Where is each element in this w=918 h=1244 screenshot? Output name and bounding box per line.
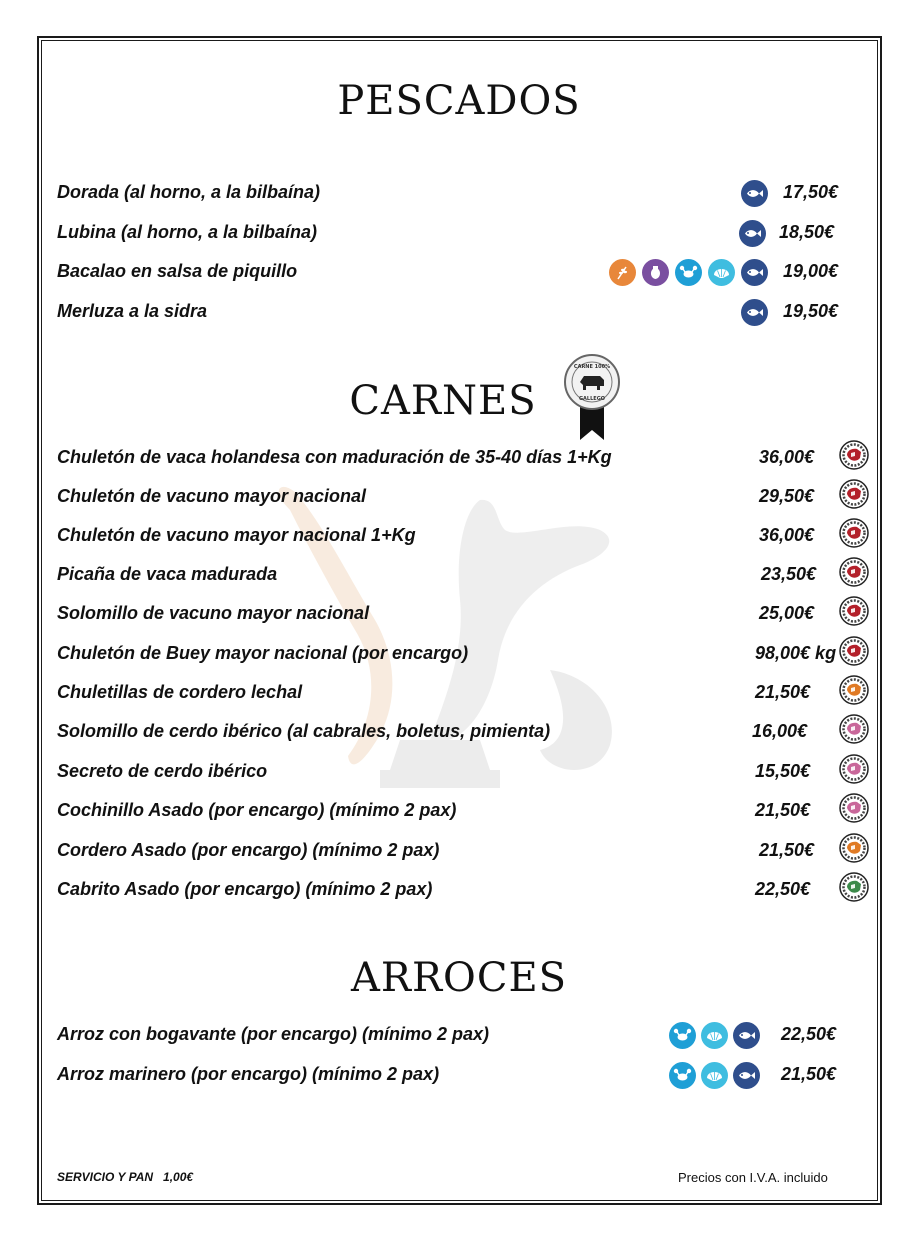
- gluten-icon: [609, 259, 636, 286]
- crustacean-icon: [669, 1062, 696, 1089]
- menu-item-name: Secreto de cerdo ibérico: [57, 761, 268, 781]
- fish-icon: [733, 1062, 760, 1089]
- menu-item-price: 36,00€: [759, 525, 815, 545]
- fish-icon: [739, 220, 766, 247]
- menu-item-price: 19,00€: [783, 261, 839, 281]
- menu-item-name: Merluza a la sidra: [57, 301, 208, 321]
- menu-item-name: Solomillo de cerdo ibérico (al cabrales, boletus, pimienta): [57, 721, 551, 741]
- menu-item-name: Solomillo de vacuno mayor nacional: [57, 603, 370, 623]
- menu-item-price: 21,50€: [759, 840, 815, 860]
- section-title-pescados: PESCADOS: [337, 78, 581, 124]
- menu-item-price: 19,50€: [783, 301, 839, 321]
- beef-badge-icon: [839, 557, 871, 589]
- section-title-carnes: CARNES: [349, 378, 537, 424]
- menu-item-name: Cabrito Asado (por encargo) (mínimo 2 pax): [57, 879, 433, 899]
- menu-item-price: 36,00€: [759, 447, 815, 467]
- fish-icon: [741, 259, 768, 286]
- pork-badge-icon: [839, 714, 871, 746]
- menu-item-price: 25,00€: [759, 603, 815, 623]
- menu-item-price: 23,50€: [761, 564, 817, 584]
- menu-item-price: 15,50€: [755, 761, 811, 781]
- menu-item-name: Arroz con bogavante (por encargo) (mínimo 2 pax): [57, 1024, 490, 1044]
- menu-item-price: 98,00€ kg: [755, 643, 837, 663]
- watermark-logo: [250, 470, 650, 800]
- menu-item-name: Chuletón de vacuno mayor nacional: [57, 486, 367, 506]
- fish-icon: [733, 1022, 760, 1049]
- milk-icon: [642, 259, 669, 286]
- menu-item-name: Picaña de vaca madurada: [57, 564, 278, 584]
- menu-item-price: 21,50€: [755, 800, 811, 820]
- svg-text:CARNE 100%: CARNE 100%: [573, 364, 611, 370]
- pork-badge-icon: [839, 793, 871, 825]
- fish-icon: [741, 299, 768, 326]
- menu-item-name: Cordero Asado (por encargo) (mínimo 2 pax): [57, 840, 440, 860]
- menu-item-name: Dorada (al horno, a la bilbaína): [57, 182, 321, 202]
- beef-badge-icon: [839, 479, 871, 511]
- section-title-arroces: ARROCES: [350, 955, 568, 1001]
- beef-badge-icon: [839, 518, 871, 550]
- menu-item-name: Bacalao en salsa de piquillo: [57, 261, 298, 281]
- menu-item-price: 22,50€: [755, 879, 811, 899]
- menu-item-price: 18,50€: [779, 222, 835, 242]
- svg-text:GALLEGO: GALLEGO: [578, 396, 606, 402]
- menu-item-name: Chuletillas de cordero lechal: [57, 682, 303, 702]
- crustacean-icon: [669, 1022, 696, 1049]
- menu-item-name: Cochinillo Asado (por encargo) (mínimo 2 pax): [57, 800, 457, 820]
- menu-item-price: 21,50€: [755, 682, 811, 702]
- menu-item-name: Chuletón de vaca holandesa con maduración de 35-40 días 1+Kg: [57, 447, 612, 467]
- menu-item-price: 29,50€: [759, 486, 815, 506]
- lamb-badge-icon: [839, 833, 871, 865]
- mollusc-icon: [701, 1062, 728, 1089]
- lamb-badge-icon: [839, 675, 871, 707]
- beef-badge-icon: [839, 440, 871, 472]
- beef-badge-icon: [839, 636, 871, 668]
- menu-item-name: Chuletón de Buey mayor nacional (por encargo): [57, 643, 469, 663]
- pork-badge-icon: [839, 754, 871, 786]
- crustacean-icon: [675, 259, 702, 286]
- menu-item-name: Arroz marinero (por encargo) (mínimo 2 pax): [57, 1064, 440, 1084]
- beef-badge-icon: [839, 596, 871, 628]
- galician-beef-seal-icon: [564, 352, 620, 442]
- menu-item-price: 17,50€: [783, 182, 839, 202]
- service-bread-note: SERVICIO Y PAN 1,00€: [57, 1170, 194, 1184]
- menu-item-name: Chuletón de vacuno mayor nacional 1+Kg: [57, 525, 416, 545]
- fish-icon: [741, 180, 768, 207]
- menu-item-price: 16,00€: [752, 721, 808, 741]
- menu-item-price: 21,50€: [781, 1064, 837, 1084]
- menu-item-name: Lubina (al horno, a la bilbaína): [57, 222, 318, 242]
- goat-badge-icon: [839, 872, 871, 904]
- mollusc-icon: [708, 259, 735, 286]
- menu-item-price: 22,50€: [781, 1024, 837, 1044]
- mollusc-icon: [701, 1022, 728, 1049]
- vat-note: Precios con I.V.A. incluido: [678, 1170, 828, 1185]
